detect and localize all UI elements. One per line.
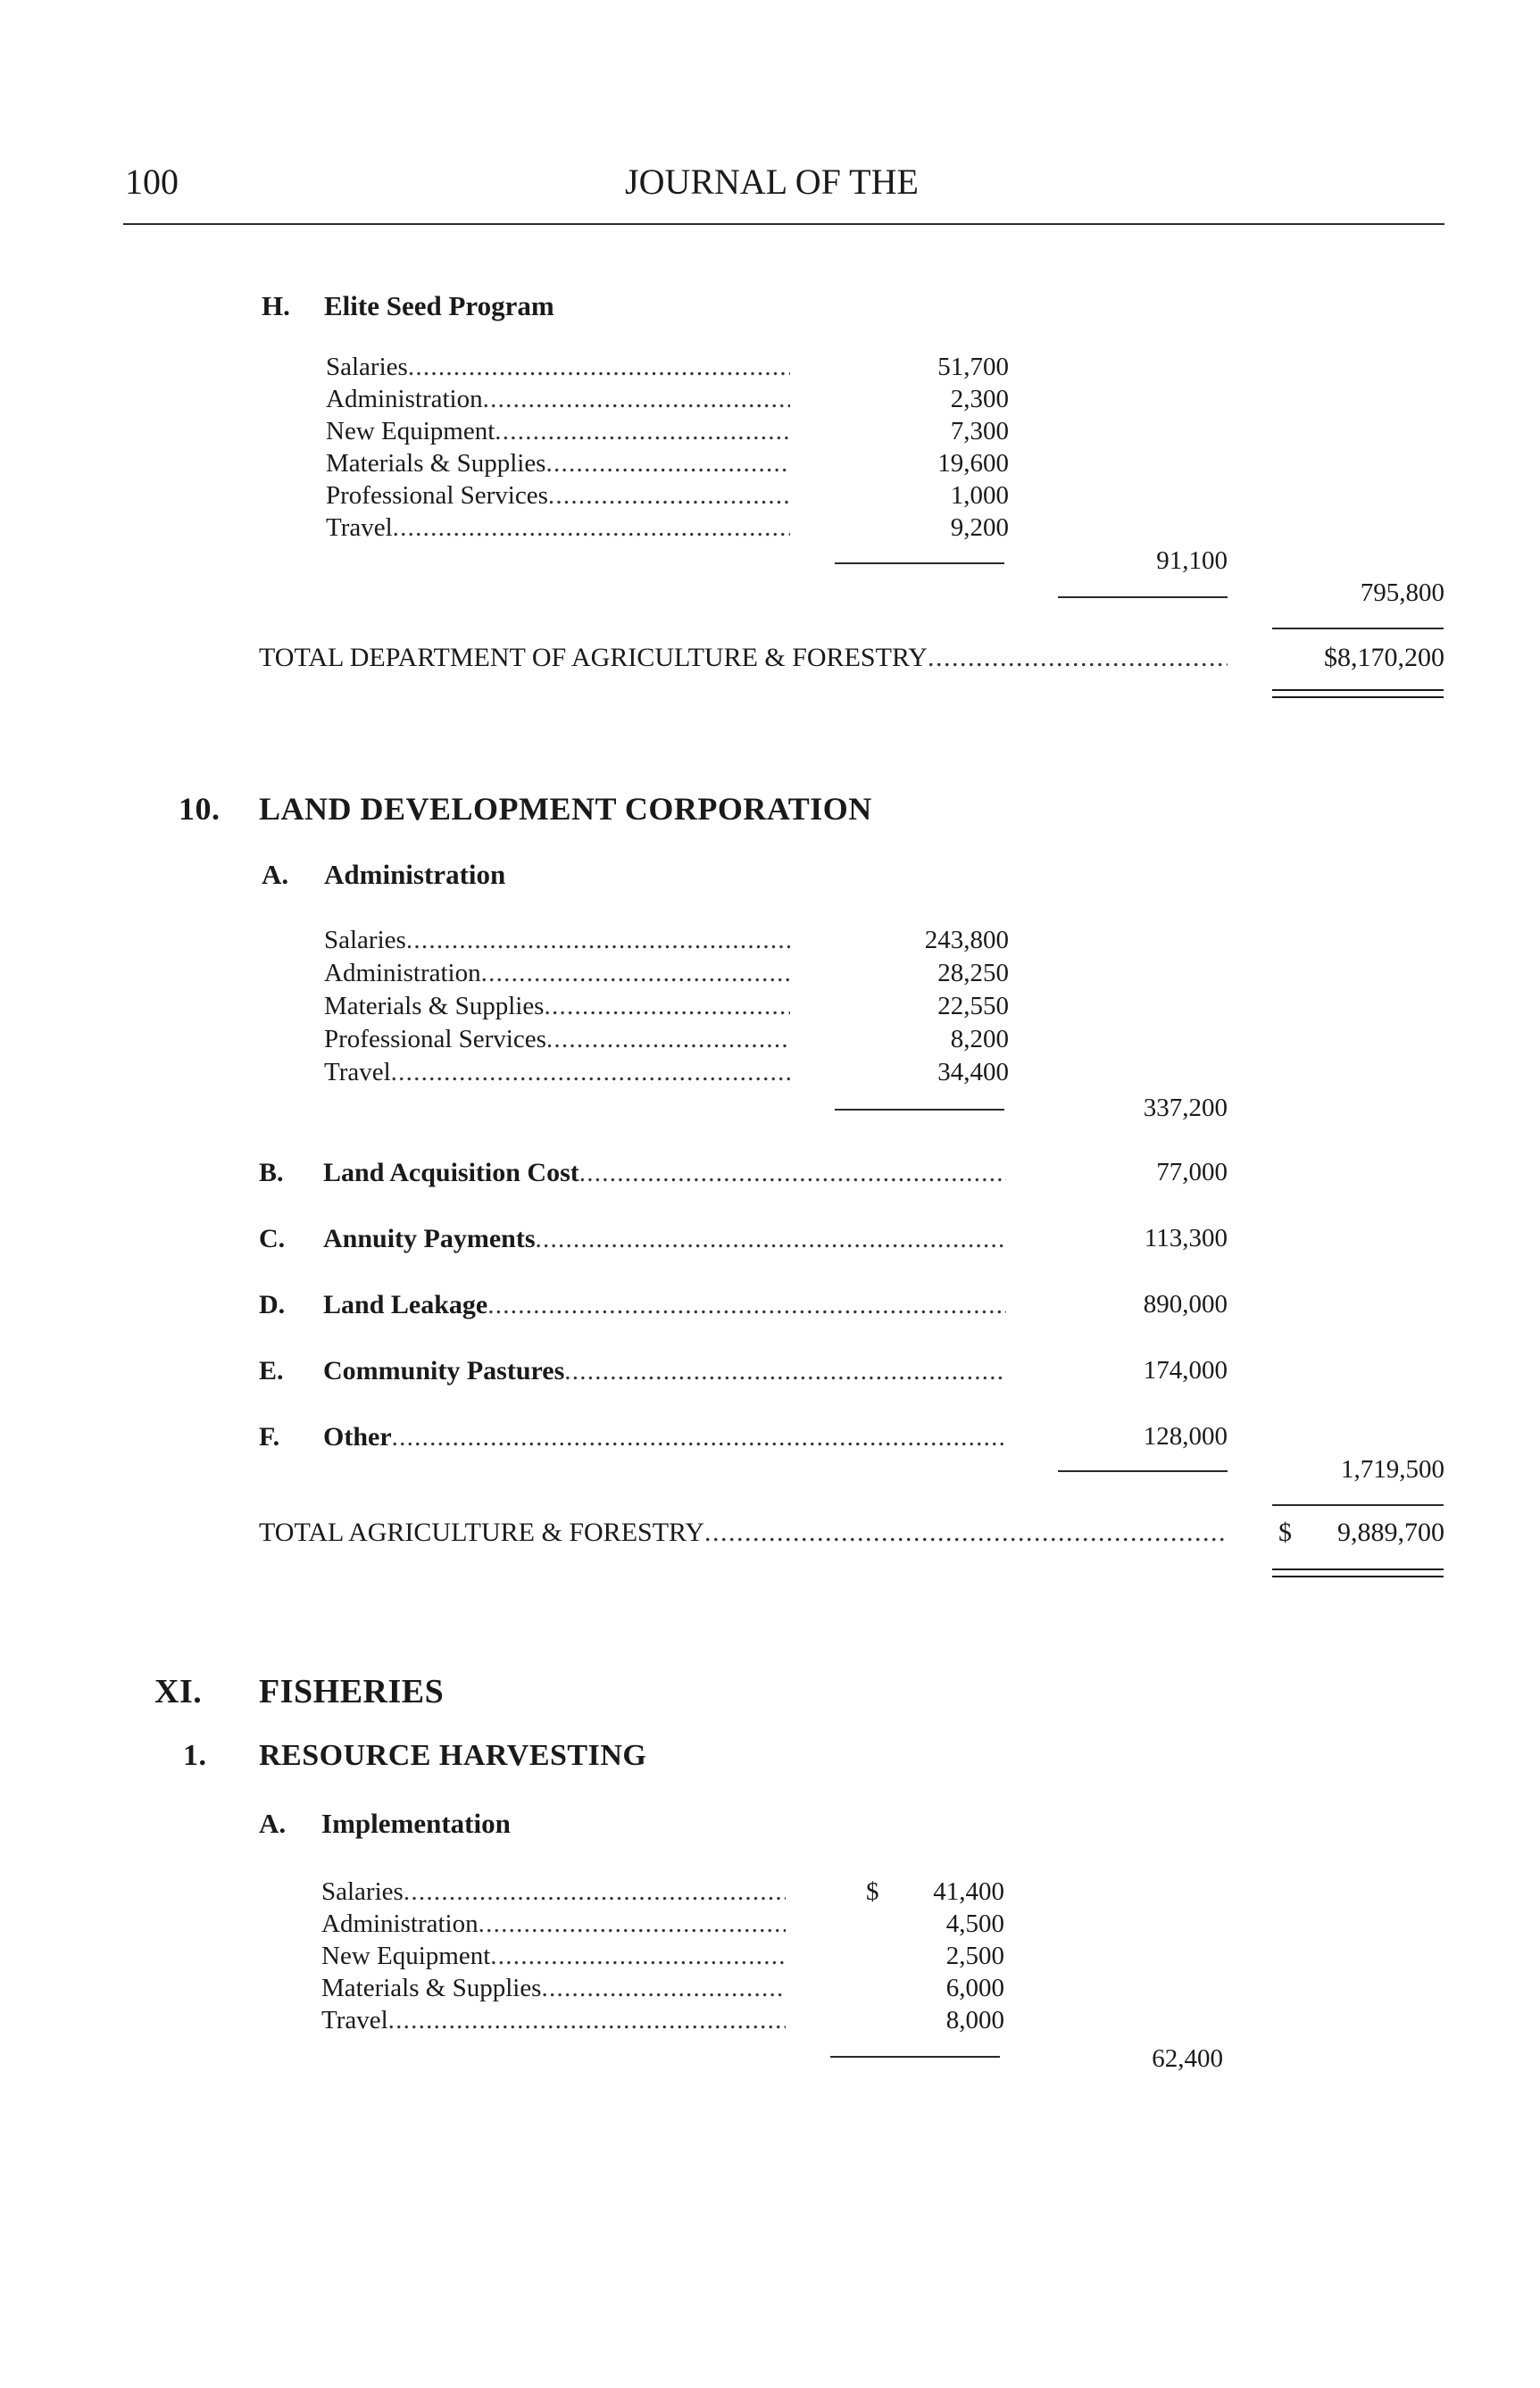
leader-dots	[545, 449, 790, 478]
leader-dots	[541, 1974, 786, 2003]
line-value: 890,000	[1143, 1290, 1228, 1319]
section-h-group-total: 795,800	[1360, 578, 1444, 607]
line-item-row	[321, 1974, 786, 2003]
line-item-label: Materials & Supplies	[324, 992, 545, 1020]
section-xi-number: XI.	[154, 1673, 203, 1710]
leader-dots	[393, 513, 790, 543]
line-item-value: 8,000	[945, 2006, 1004, 2034]
line-item-value: 7,300	[950, 417, 1009, 445]
line-item-label: Travel	[326, 513, 393, 542]
section-10a-letter: A.	[262, 859, 289, 890]
line-item-row	[326, 417, 790, 446]
group-total-rule-1	[1272, 628, 1444, 629]
line-label: Community Pastures	[323, 1356, 565, 1385]
line-letter: F.	[259, 1422, 280, 1452]
line-item-label: Administration	[321, 1910, 479, 1938]
section-10-number: 10.	[179, 791, 221, 827]
leader-dots	[544, 992, 790, 1021]
line-item-label: Administration	[326, 385, 483, 413]
line-item-value: 4,500	[945, 1910, 1004, 1938]
line-row	[323, 1224, 1006, 1254]
total-ag-label: TOTAL AGRICULTURE & FORESTRY	[259, 1518, 705, 1547]
journal-title: JOURNAL OF THE	[625, 162, 919, 202]
leader-dots	[564, 1357, 1006, 1386]
line-value: 128,000	[1143, 1422, 1228, 1451]
section-h-letter: H.	[262, 290, 290, 321]
section-xi-title: FISHERIES	[259, 1673, 445, 1710]
line-item-label: Salaries	[326, 353, 408, 381]
line-item-row	[324, 992, 790, 1021]
line-value: 113,300	[1144, 1224, 1228, 1252]
section-1-number: 1.	[183, 1739, 207, 1772]
line-item-value: 2,300	[950, 385, 1009, 413]
line-label: Land Leakage	[323, 1290, 488, 1319]
total-ag-value: 9,889,700	[1337, 1518, 1444, 1547]
leader-dots	[928, 643, 1228, 673]
line-item-row	[326, 481, 790, 511]
leader-dots	[406, 926, 790, 955]
section-10-title: LAND DEVELOPMENT CORPORATION	[259, 791, 872, 827]
leader-dots	[546, 1025, 790, 1054]
line-item-value: 9,200	[950, 513, 1009, 542]
line-item-row	[321, 1877, 786, 1907]
line-item-value: 51,700	[937, 353, 1009, 381]
section-xi-a-letter: A.	[259, 1808, 287, 1839]
section-1-title: RESOURCE HARVESTING	[259, 1739, 647, 1772]
leader-dots	[392, 1423, 1006, 1452]
header-rule	[123, 223, 1444, 225]
line-letter: D.	[259, 1290, 286, 1319]
leader-dots	[536, 1225, 1006, 1254]
section-10a-subtotal: 337,200	[1143, 1094, 1228, 1122]
line-value: 77,000	[1156, 1158, 1228, 1186]
line-item-row	[326, 513, 790, 543]
line-item-label: New Equipment	[326, 417, 495, 445]
line-item-label: Travel	[321, 2006, 388, 2034]
section-h-subtotal: 91,100	[1156, 546, 1228, 575]
line-item-value: 34,400	[937, 1058, 1009, 1086]
leader-dots	[408, 353, 790, 382]
section-10a-items-rule	[835, 1109, 1004, 1111]
leader-dots	[495, 417, 790, 446]
leader-dots	[548, 481, 790, 511]
line-item-row	[324, 959, 790, 988]
line-row	[323, 1290, 1006, 1320]
line-letter: E.	[259, 1356, 284, 1385]
line-item-row	[324, 1025, 790, 1054]
leader-dots	[391, 1058, 790, 1087]
leader-dots	[404, 1877, 786, 1907]
line-item-row	[321, 1910, 786, 1939]
line-item-value: 8,200	[950, 1025, 1009, 1053]
section-xi-a-title: Implementation	[321, 1808, 511, 1839]
line-item-row	[324, 926, 790, 955]
line-item-value: 243,800	[924, 926, 1009, 954]
line-item-row	[321, 1942, 786, 1971]
leader-dots	[481, 959, 790, 988]
section-xi-a-subtotal: 62,400	[1152, 2044, 1223, 2073]
line-item-value: 28,250	[937, 959, 1009, 987]
group-total-rule-2	[1272, 1504, 1444, 1506]
line-item-value: 1,000	[950, 481, 1009, 510]
page-number: 100	[125, 162, 179, 202]
line-item-label: Travel	[324, 1058, 391, 1086]
line-letter: B.	[259, 1158, 284, 1187]
line-item-label: New Equipment	[321, 1942, 491, 1970]
line-item-row	[326, 353, 790, 382]
line-item-row	[326, 449, 790, 478]
line-letter: C.	[259, 1224, 286, 1253]
total-department-double-rule	[1272, 689, 1444, 698]
total-ag-row	[259, 1518, 1228, 1548]
line-item-value: 22,550	[937, 992, 1009, 1020]
line-item-value: 6,000	[945, 1974, 1004, 2002]
line-item-label: Materials & Supplies	[326, 449, 546, 478]
line-item-row	[326, 385, 790, 414]
line-item-value: 41,400	[933, 1877, 1004, 1906]
section-10-group-total: 1,719,500	[1341, 1455, 1444, 1484]
leader-dots	[487, 1291, 1006, 1320]
section-10-lines-rule	[1058, 1470, 1228, 1472]
section-h-title: Elite Seed Program	[324, 290, 554, 321]
leader-dots	[490, 1942, 786, 1971]
section-h-subtotal-rule	[1058, 596, 1228, 598]
leader-dots	[483, 385, 790, 414]
line-label: Other	[323, 1422, 392, 1452]
line-item-label: Professional Services	[324, 1025, 546, 1053]
line-item-row	[324, 1058, 790, 1087]
total-ag-currency: $	[1278, 1518, 1292, 1547]
leader-dots	[388, 2006, 786, 2035]
leader-dots	[579, 1159, 1006, 1188]
line-item-label: Administration	[324, 959, 481, 987]
line-row	[323, 1356, 1006, 1386]
line-item-value: 19,600	[937, 449, 1009, 478]
section-xi-a-currency: $	[866, 1877, 879, 1906]
line-item-label: Salaries	[324, 926, 406, 954]
line-label: Land Acquisition Cost	[323, 1158, 579, 1187]
leader-dots	[479, 1910, 786, 1939]
total-ag-double-rule	[1272, 1568, 1444, 1577]
line-item-row	[321, 2006, 786, 2035]
section-10a-title: Administration	[324, 859, 506, 890]
section-h-items-rule	[835, 562, 1004, 564]
section-xi-a-items-rule	[830, 2056, 1000, 2058]
line-label: Annuity Payments	[323, 1224, 536, 1253]
leader-dots	[704, 1518, 1228, 1548]
line-row	[323, 1422, 1006, 1452]
line-item-label: Materials & Supplies	[321, 1974, 542, 2002]
line-value: 174,000	[1143, 1356, 1228, 1385]
total-department-value: $8,170,200	[1324, 643, 1444, 672]
total-department-row	[259, 643, 1228, 673]
line-item-value: 2,500	[945, 1942, 1004, 1970]
line-item-label: Professional Services	[326, 481, 548, 510]
line-row	[323, 1158, 1006, 1188]
line-item-label: Salaries	[321, 1877, 404, 1906]
total-department-label: TOTAL DEPARTMENT OF AGRICULTURE & FORESTRY	[259, 643, 928, 672]
